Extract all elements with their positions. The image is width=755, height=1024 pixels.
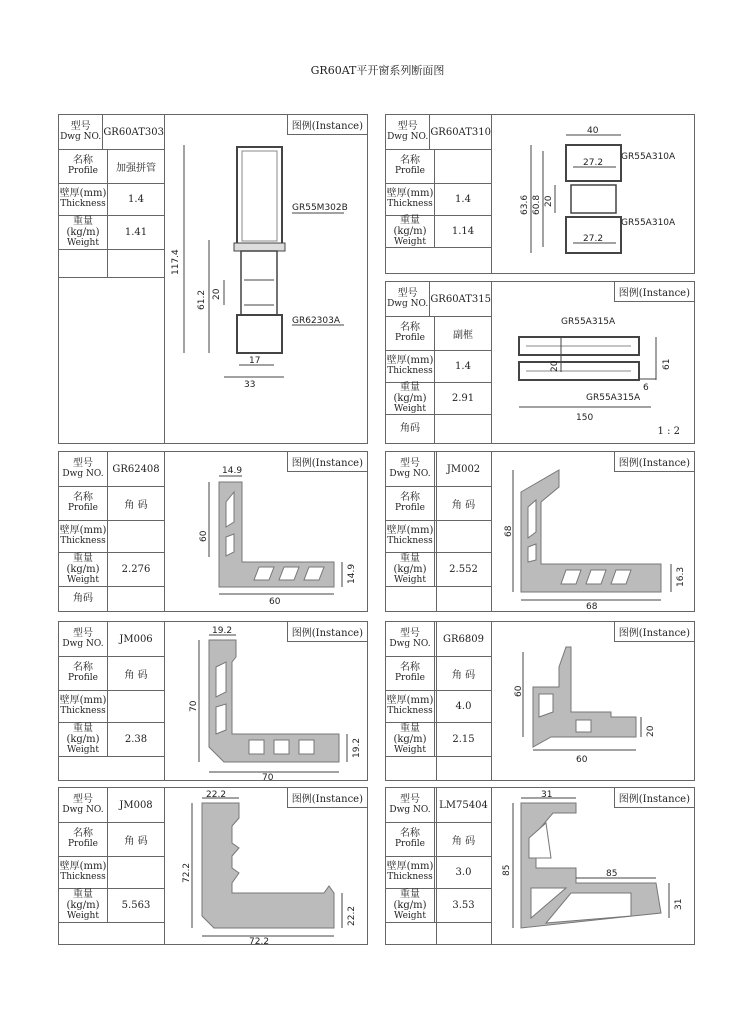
dim-text: 20 (544, 195, 554, 207)
profile-card-gr60at315 (385, 281, 695, 444)
thickness-value: 1.4 (455, 360, 471, 372)
dwg-value: GR6809 (443, 633, 484, 645)
weight-value: 2.38 (124, 733, 148, 745)
corner-drawing (164, 452, 367, 611)
dwg-value: GR62408 (112, 463, 160, 475)
dim-text: 70 (262, 773, 274, 780)
dim-text: 68 (504, 525, 514, 537)
profile-card-gr60at310 (385, 114, 695, 274)
section-drawing (491, 282, 694, 442)
spec-table (59, 115, 165, 443)
page-title: GR60AT平开窗系列断面图 (310, 64, 445, 77)
instance-label: 图例(Instance) (614, 622, 694, 642)
weight-value: 2.91 (451, 392, 475, 404)
instance-label: 图例(Instance) (614, 452, 694, 472)
dim-text: 6 (643, 383, 649, 393)
dwg-label: 型号 Dwg NO. (59, 115, 103, 149)
instance-label: 图例(Instance) (287, 788, 367, 808)
weight-value: 2.15 (452, 733, 475, 745)
dim-text: 33 (244, 380, 256, 390)
part-label: GR55A310A (621, 152, 676, 162)
dim-text: 22.2 (347, 905, 357, 926)
dim-text: 60.8 (532, 194, 542, 215)
dim-text: 31 (674, 898, 684, 910)
weight-value: 1.41 (124, 226, 148, 238)
profile-card-gr6809 (385, 621, 695, 781)
corner-drawing (164, 622, 367, 780)
profile-value: 角 码 (451, 835, 476, 847)
dwg-value: JM002 (446, 463, 481, 475)
dim-text: 63.6 (520, 194, 530, 215)
profile-card-gr60at303 (58, 114, 368, 444)
weight-value: 1.14 (451, 225, 475, 237)
spec-table: 型号 Dwg NO. JM008 名称 Profile 角 码 壁厚(mm) Thickness 重量(kg/m) Weight 5.563 (59, 788, 165, 944)
spec-table: 型号 Dwg NO. 名称 Profile 壁厚(mm) Thickness 重量(kg/m) Weight (386, 788, 437, 944)
part-label: GR55M302B (292, 203, 348, 213)
spec-table: 型号 Dwg NO. GR62408 名称 Profile 角 码 壁厚(mm) Thickness 重量(kg/m) Weight 2.276 角码 (59, 452, 165, 611)
dwg-value: GR60AT310 (430, 126, 491, 138)
profile-label: 名称 Profile (59, 149, 108, 183)
instance-label: 图例(Instance) (287, 115, 367, 135)
dim-text: 17 (249, 356, 261, 366)
thickness-value (108, 690, 164, 722)
spec-table: 型号 Dwg NO. 名称 Profile 壁厚(mm) Thickness 重量(kg/m) Weight (386, 452, 437, 611)
thickness-value (108, 520, 164, 552)
thickness-value (436, 520, 491, 552)
scale-label: 1 : 2 (657, 426, 680, 437)
dim-text: 14.9 (222, 466, 243, 476)
profile-value: 角 码 (451, 669, 476, 681)
spec-table: 型号 Dwg NO. 名称 Profile 壁厚(mm) Thickness 重量(kg/m) Weight (386, 622, 437, 780)
profile-value: 角 码 (124, 499, 148, 511)
dim-text: 27.2 (583, 234, 604, 244)
profile-value: 加强拼管 (116, 162, 156, 174)
profile-value: 副框 (453, 329, 473, 341)
part-label: GR62303A (292, 316, 341, 326)
weight-label: 重量(kg/m) Weight (59, 215, 108, 249)
spec-table: 型号 Dwg NO. JM006 名称 Profile 角 码 壁厚(mm) Thickness 重量(kg/m) Weight 2.38 (59, 622, 165, 780)
weight-value: 3.53 (452, 899, 475, 911)
corner-drawing (491, 788, 694, 944)
dim-text: 27.2 (583, 158, 604, 168)
dim-text: 19.2 (212, 626, 233, 636)
dim-text: 70 (189, 700, 199, 712)
thickness-label: 壁厚(mm) Thickness (59, 183, 108, 215)
dim-text: 72.2 (249, 937, 270, 944)
weight-value: 2.552 (449, 563, 478, 575)
part-label: GR55A315A (586, 393, 641, 403)
corner-drawing (491, 452, 694, 611)
dim-text: 150 (576, 413, 594, 423)
dim-text: 117.4 (171, 249, 181, 275)
thickness-value: 1.4 (128, 193, 144, 205)
dim-text: 60 (199, 530, 209, 542)
profile-card-lm75404 (385, 787, 695, 945)
section-drawing (164, 115, 367, 443)
dwg-value: JM006 (119, 633, 153, 645)
dwg-value: LM75404 (439, 799, 488, 811)
spec-table: 型号 Dwg NO. GR60AT310 名称 Profile 壁厚(mm) Thickness 1.4 重量(kg/m) Weight 1.14 (386, 115, 492, 273)
dim-text: 61 (662, 358, 672, 370)
instance-label: 图例(Instance) (614, 788, 694, 808)
dim-text: 40 (587, 126, 599, 136)
dwg-value: GR60AT315 (430, 293, 491, 305)
dim-text: 60 (514, 685, 524, 697)
dim-text: 68 (586, 602, 598, 611)
corner-code-label: 角码 (59, 586, 108, 611)
instance-label: 图例(Instance) (287, 622, 367, 642)
weight-value: 2.276 (121, 563, 151, 575)
thickness-value: 1.4 (455, 193, 471, 205)
dim-text: 20 (212, 288, 222, 300)
dim-text: 14.9 (347, 563, 357, 584)
part-label: GR55A310A (621, 218, 676, 228)
profile-value: 角 码 (124, 835, 148, 847)
dwg-value: GR60AT303 (103, 126, 164, 138)
dim-text: 20 (646, 725, 656, 737)
dim-text: 60 (576, 755, 588, 765)
instance-label: 图例(Instance) (614, 282, 694, 302)
dim-text: 85 (606, 869, 618, 879)
dim-text: 60 (269, 597, 281, 607)
thickness-value (108, 856, 164, 888)
profile-card-jm002 (385, 451, 695, 612)
dwg-value: JM008 (119, 799, 153, 811)
dim-text: 85 (502, 864, 512, 876)
dim-text: 16.3 (676, 566, 686, 587)
dim-text: 22.2 (206, 790, 227, 800)
part-label: GR55A315A (561, 317, 616, 327)
thickness-value: 3.0 (455, 866, 472, 878)
dim-text: 61.2 (197, 289, 207, 310)
dim-text: 31 (541, 790, 553, 800)
profile-value: 角 码 (451, 499, 476, 511)
corner-drawing (164, 788, 367, 944)
instance-label: 图例(Instance) (287, 452, 367, 472)
dim-text: 20 (550, 360, 560, 372)
spec-table: 型号 Dwg NO. GR60AT315 名称 Profile 副框 壁厚(mm) Thickness 1.4 重量(kg/m) Weight 2.91 角码 (386, 282, 492, 443)
weight-value: 5.563 (121, 899, 151, 911)
corner-code-label: 角码 (386, 414, 435, 443)
section-drawing (491, 115, 694, 273)
corner-drawing (491, 622, 694, 780)
profile-value: 角 码 (124, 669, 148, 681)
profile-card-jm008 (58, 787, 368, 945)
profile-card-jm006 (58, 621, 368, 781)
dim-text: 19.2 (352, 737, 362, 758)
thickness-value: 4.0 (455, 700, 472, 712)
profile-card-gr62408 (58, 451, 368, 612)
profile-value (435, 149, 491, 183)
dim-text: 72.2 (182, 862, 192, 883)
